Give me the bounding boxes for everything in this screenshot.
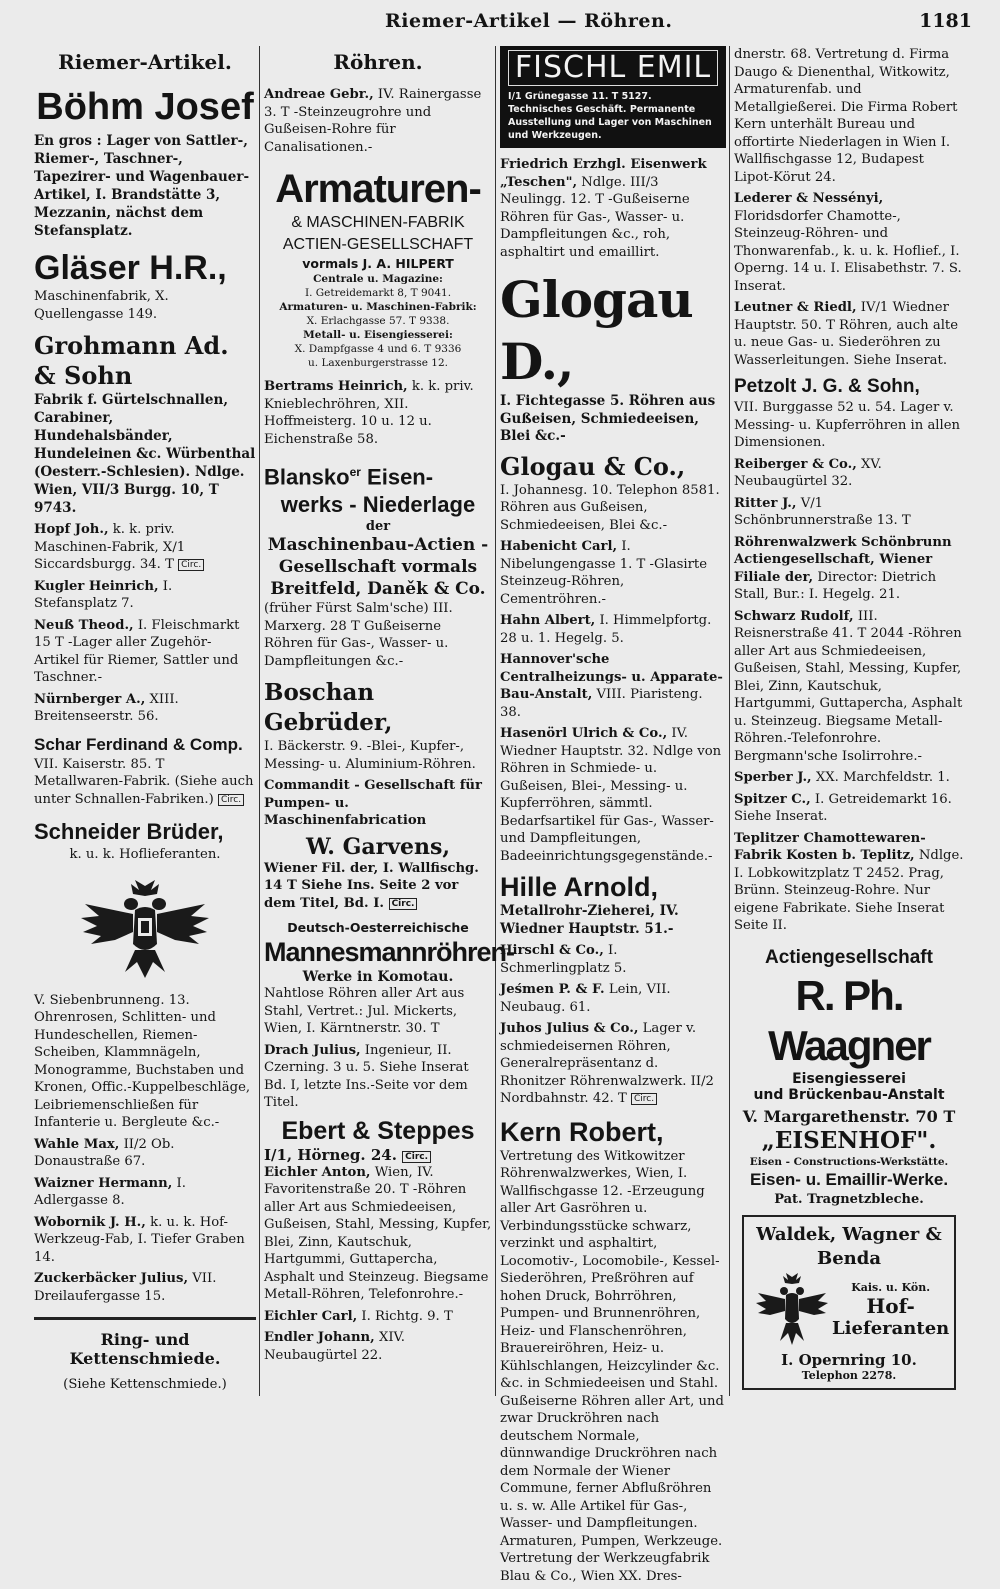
ad-line: Eisengiesserei	[792, 1070, 906, 1087]
advertiser-name: Blansko	[264, 464, 350, 490]
entry-text: I. Nibelungengasse 1. T -Glasirte Steinzeug-Röhren, Cementröhren.-	[500, 539, 708, 607]
ad-line: X. Dampfgasse 4 und 6. T 9336	[294, 343, 462, 355]
advertiser-name: R. Ph. Waagner	[768, 971, 930, 1069]
ad-line: Maschinenbau-Actien - Gesellschaft vormals Breitfeld, Daněk & Co.	[267, 535, 489, 600]
advertiser-name: Gläser H.R.,	[34, 249, 227, 287]
page-number: 1181	[919, 10, 972, 32]
ad-text	[264, 860, 492, 913]
entry-name: Drach Julius,	[264, 1042, 361, 1058]
ad-kern	[500, 1116, 726, 1586]
running-title: Riemer-Artikel — Röhren.	[385, 10, 673, 32]
page-header	[30, 8, 972, 40]
directory-entry	[500, 942, 726, 977]
circ-badge: Circ.	[389, 898, 418, 910]
entry-name: Neuß Theod.,	[34, 617, 134, 633]
ad-glaeser	[34, 248, 256, 323]
ad-line: Telephon 2278.	[801, 1368, 897, 1382]
entry-name: Teplitzer Chamottewaren-Fabrik Kosten b. Teplitz,	[734, 830, 926, 863]
ad-line: I. Getreidemarkt 8, T 9041.	[304, 287, 452, 299]
directory-entry	[734, 190, 964, 295]
circ-badge: Circ.	[218, 794, 244, 806]
directory-entry	[500, 981, 726, 1016]
ad-waagner	[734, 945, 964, 1207]
circ-badge: Circ.	[631, 1093, 657, 1105]
entry-name: Eichler Carl,	[264, 1308, 358, 1324]
directory-entry	[264, 1308, 492, 1326]
entry-text: k. k. priv. Knieblechröhren, XII. Hoffmeisterg. 10 u. 12 u. Eichenstraße 58.	[264, 379, 474, 447]
ad-hille	[500, 871, 726, 938]
ad-waldek	[742, 1215, 956, 1390]
directory-entry	[264, 378, 492, 448]
entry-name: Kugler Heinrich,	[34, 578, 159, 594]
entry-name: Röhrenwalzwerk Schönbrunn Actiengesellschaft, Wiener Filiale der,	[734, 534, 952, 585]
entry-name: Hirschl & Co.,	[500, 943, 604, 958]
entry-text: IV. Rainergasse 3. T -Steinzeugrohre und Gußeisen-Rohre für Canalisationen.-	[264, 87, 482, 155]
entry-text: Ingenieur, II. Czerning. 3 u. 5. Siehe Inserat Bd. I, letzte Ins.-Seite vor dem Titel.	[264, 1042, 469, 1111]
ad-line: Lieferanten	[832, 1318, 950, 1339]
directory-entry	[264, 86, 492, 156]
directory-entry	[734, 608, 964, 766]
section-heading: Ring- und Kettenschmiede.	[69, 1330, 221, 1368]
circ-badge: Circ.	[178, 559, 204, 571]
entry-text: Lein, VII. Neubaug. 61.	[500, 982, 671, 1015]
entry-name: Zuckerbäcker Julius,	[34, 1271, 189, 1286]
ad-blansko	[264, 458, 492, 670]
ad-boehm	[34, 86, 256, 240]
directory-entry	[34, 521, 256, 574]
directory-entry	[34, 691, 256, 726]
entry-text: XX. Marchfeldstr. 1.	[815, 770, 950, 785]
ad-line: Werke in Komotau.	[302, 969, 454, 986]
entry-text: I. Adlergasse 8.	[34, 1175, 186, 1208]
directory-entry	[34, 578, 256, 613]
ad-ebert	[264, 1116, 492, 1164]
ad-line: X. Erlachgasse 57. T 9338.	[306, 315, 450, 327]
advertiser-name: Hille Arnold,	[500, 872, 659, 902]
ad-line: der	[365, 519, 391, 535]
entry-name: Spitzer C.,	[734, 791, 811, 807]
advertiser-name: Ebert & Steppes	[281, 1116, 475, 1145]
ad-text: Commandit - Gesellschaft für Pumpen- u. Maschinenfabrication	[264, 778, 482, 829]
ad-text: VII. Burggasse 52 u. 54. Lager v. Messing- u. Kupferröhren in allen Dimensionen.	[734, 400, 961, 450]
entry-text: IV. Wiedner Hauptstr. 32. Ndlge von Röhren in Schmiede- u. Gußeisen, Blei-, Messing- u. Kupferröhren, sämmtl. Bedarfsartikel für Gas-, Wasser- und Dampfleitungen, Badeeinrichtungsgegenstände.-	[500, 726, 722, 864]
advertiser-name: Böhm Josef	[36, 86, 254, 128]
ad-line: Armaturen- u. Maschinen-Fabrik:	[279, 301, 477, 313]
ad-armaturen	[264, 166, 492, 370]
entry-name: Hannover'sche Centralheizungs- u. Apparate-Bau-Anstalt,	[500, 652, 723, 702]
entry-name: Friedrich Erzhgl. Eisenwerk „Teschen",	[500, 157, 707, 190]
directory-entry	[734, 769, 964, 787]
directory-entry	[34, 1270, 256, 1305]
advertiser-name: Waldek, Wagner & Benda	[756, 1223, 942, 1269]
directory-entry	[264, 1329, 492, 1364]
entry-name: Waizner Hermann,	[34, 1175, 173, 1191]
entry-text: Floridsdorfer Chamotte-, Steinzeug-Röhren- und Thonwarenfab., k. u. k. Hoflief., I. Operng. 14 u. I. Elisabethstr. 7. S. Inserat.	[734, 208, 962, 294]
ad-line: Centrale u. Magazine:	[313, 273, 443, 285]
entry-text: I. Getreidemarkt 16. Siehe Inserat.	[734, 791, 952, 824]
advertiser-name: Grohmann Ad. & Sohn	[34, 331, 229, 390]
entry-name: Hasenörl Ulrich & Co.,	[500, 726, 668, 741]
entry-text: IV/1 Wiedner Hauptstr. 50. T Röhren, auch alte u. neue Gas- u. Siederöhren zu Wasserleitungen. Siehe Inserat.	[734, 300, 959, 368]
ad-subtitle: k. u. k. Hoflieferanten.	[69, 847, 221, 862]
section-heading: Riemer-Artikel.	[58, 50, 232, 74]
imperial-eagle-emblem	[752, 1271, 832, 1351]
ad-petzolt	[734, 375, 964, 452]
directory-entry	[500, 538, 726, 608]
entry-text: Lager v. schmiedeisernen Röhren, Generalrepräsentanz d. Rhonitzer Röhrenwalzwerk. II/2 Nordbahnstr. 42. T	[500, 1021, 714, 1106]
directory-entry	[734, 534, 964, 604]
section-divider	[34, 1317, 256, 1320]
ad-text: En gros : Lager von Sattler-, Riemer-, Taschner-, Tapezirer- und Wagenbauer-Artikel, I. Brandstätte 3, Mezzanin, nächst dem Stefansplatz.	[34, 133, 250, 239]
entry-name: Juhos Julius & Co.,	[500, 1021, 639, 1036]
ad-text: Metallrohr-Zieherei, IV. Wiedner Hauptstr. 51.-	[500, 903, 679, 937]
entry-name: Lederer & Nessényi,	[734, 191, 884, 206]
ad-schneider	[34, 818, 256, 1132]
directory-entry	[500, 612, 726, 647]
section-heading: Röhren.	[333, 50, 423, 74]
ad-line: Hof-	[866, 1294, 915, 1318]
ad-grohmann	[34, 331, 256, 517]
entry-text: I. Schmerlingplatz 5.	[500, 943, 627, 976]
directory-entry	[34, 1136, 256, 1171]
entry-text: Wien, IV. Favoritenstraße 20. T -Röhren aller Art aus Schmiedeeisen, Gußeisen, Stahl, Messing, Kupfer, Blei, Zinn, Kautschuk, Hartgummi, Guttapercha, Asphalt und Steinzeug. Biegsame Metall-Röhren, Telefonrohre.-	[264, 1164, 492, 1303]
directory-entry	[500, 156, 726, 261]
advertiser-name: Schar Ferdinand & Comp.	[34, 734, 243, 754]
entry-name: Leutner & Riedl,	[734, 300, 857, 315]
entry-text: Ndlge. III/3 Neulingg. 12. T -Gußeiserne Röhren für Gas-, Wasser- u. Dampfleitungen &c., roh, asphaltirt und emaillirt.	[500, 174, 690, 260]
entry-name: Ritter J.,	[734, 495, 797, 511]
advertiser-name: Mannesmannröhren-	[264, 937, 515, 968]
ad-line: „EISENHOF".	[761, 1126, 937, 1154]
entry-text: I. Himmelpfortg. 28 u. 1. Hegelg. 5.	[500, 613, 712, 646]
ad-line: & MASCHINEN-FABRIK	[291, 214, 465, 231]
directory-entry	[264, 1042, 492, 1112]
advertiser-name: Petzolt J. G. & Sohn,	[734, 376, 920, 397]
entry-name: Nürnberger A.,	[34, 691, 146, 707]
ad-text: Nahtlose Röhren aller Art aus Stahl, Vertret.: Jul. Mickerts, Wien, I. Kärntnerstr. 30. T	[264, 986, 465, 1037]
entry-name: Eichler Anton,	[264, 1164, 371, 1180]
entry-text: V/1 Schönbrunnerstraße 13. T	[734, 495, 911, 528]
ad-schar	[34, 734, 256, 809]
column-4	[734, 46, 964, 1390]
entry-name: Hopf Joh.,	[34, 522, 109, 537]
entry-name: Sperber J.,	[734, 770, 812, 785]
ad-text	[34, 756, 256, 809]
entry-text: XV. Neubaugürtel 32.	[734, 456, 882, 489]
ad-mannesmann	[264, 920, 515, 1038]
advertiser-name: Armaturen-	[275, 167, 481, 211]
column-2	[264, 46, 515, 1368]
column-3	[500, 46, 726, 1589]
ad-line: und Brückenbau-Anstalt	[753, 1086, 945, 1103]
entry-text: VIII. Piaristeng. 38.	[500, 687, 703, 720]
entry-name: Wobornik J. H.,	[34, 1214, 146, 1230]
ad-line: ACTIEN-GESELLSCHAFT	[282, 236, 474, 253]
entry-text: I. Fleischmarkt 15 T -Lager aller Zugehör-Artikel für Riemer, Sattler und Taschner.-	[34, 617, 240, 685]
directory-entry	[734, 299, 964, 369]
ad-glogau	[500, 269, 726, 446]
ad-line: Eisen - Constructions-Werkstätte.	[749, 1155, 949, 1168]
ad-line: Metall- u. Eisengiesserei:	[303, 329, 453, 341]
circ-badge: Circ.	[402, 1151, 431, 1163]
directory-entry	[264, 1164, 492, 1304]
cross-reference: (Siehe Kettenschmiede.)	[63, 1377, 227, 1392]
column-rule	[729, 46, 730, 1396]
ad-text: I. Bäckerstr. 9. -Blei-, Kupfer-, Messing- u. Aluminium-Röhren.	[264, 739, 476, 772]
ad-text: I/1 Grünegasse 11. T 5127. Technisches Geschäft. Permanente Ausstellung und Lager von Maschinen und Werkzeugen.	[508, 91, 712, 141]
tel-mark: T	[165, 557, 174, 572]
entry-name: Habenicht Carl,	[500, 539, 618, 554]
directory-entry	[500, 651, 726, 721]
directory-entry	[734, 495, 964, 530]
column-rule	[495, 46, 496, 1396]
directory-entry	[34, 1175, 256, 1210]
directory-entry	[734, 791, 964, 826]
advertiser-name: Eisen-	[360, 464, 434, 490]
ad-text: (früher Fürst Salm'sche) III. Marxerg. 28 T Gußeiserne Röhren für Gas-, Wasser- u. Dampfleitungen &c.-	[264, 601, 453, 669]
entry-name: Jeśmen P. & F.	[500, 982, 605, 997]
ad-text: Fabrik f. Gürtelschnallen, Carabiner, Hundehalsbänder, Hundeleinen &c. Würbenthal (Oesterr.-Schlesien). Ndlge. Wien, VII/3 Burgg. 10, T 9743.	[34, 392, 256, 516]
ad-fischl	[500, 46, 726, 148]
directory-entry	[500, 1020, 726, 1108]
entry-name: Reiberger & Co.,	[734, 456, 857, 472]
entry-text: Ndlge. I. Lobkowitzplatz T 2452. Prag, Brünn. Steinzeug-Rohre. Nur eigene Fabrikate. Siehe Inserat Seite II.	[734, 848, 964, 933]
directory-entry	[734, 830, 964, 935]
ad-line: V. Margarethenstr. 70 T	[742, 1106, 956, 1126]
ad-boschan	[264, 678, 492, 773]
entry-continuation: dnerstr. 68. Vertretung d. Firma Daugo & Dienenthal, Witkowitz, Armaturenfab. und Metallgießerei. Die Firma Robert Kern unterhält Bureau und offortirte Niederlagen in Wien I. Wallfischgasse 12, Budapest Lipot-Körut 24.	[734, 47, 958, 185]
ad-address: I/1, Hörneg. 24.	[264, 1145, 397, 1164]
entry-text: k. u. k. Hof-Werkzeug-Fab, I. Tiefer Graben 14.	[34, 1214, 245, 1265]
directory-entry	[500, 725, 726, 865]
advertiser-name: W. Garvens,	[305, 833, 451, 860]
ad-line: Pat. Tragnetzbleche.	[774, 1191, 924, 1207]
entry-name: Andreae Gebr.,	[264, 87, 374, 102]
entry-name: Wahle Max,	[34, 1136, 120, 1152]
ad-line: werks - Niederlage	[280, 492, 476, 518]
advertiser-name: Boschan Gebrüder,	[264, 679, 393, 737]
advertiser-name: FISCHL EMIL	[508, 50, 718, 86]
ad-line: Kais. u. Kön.	[851, 1281, 931, 1294]
ad-garvens	[264, 777, 492, 912]
entry-text: k. k. priv. Maschinen-Fabrik, X/1 Siccardsburgg. 34.	[34, 522, 186, 572]
ad-text: I. Johannesg. 10. Telephon 8581. Röhren aus Gußeisen, Schmiedeeisen, Blei &c.-	[500, 482, 720, 533]
entry-text: I. Richtg. 9. T	[361, 1308, 453, 1324]
ad-line: u. Laxenburgerstrasse 12.	[308, 357, 448, 369]
entry-text: I. Stefansplatz 7.	[34, 578, 173, 611]
superscript: er	[349, 465, 361, 479]
entry-name: Schwarz Rudolf,	[734, 608, 854, 624]
ad-address: Wiener Fil. der, I. Wallfischg. 14 T Siehe Ins. Seite 2 vor dem Titel, Bd. I.	[264, 860, 479, 911]
ad-text: Maschinenfabrik, X. Quellengasse 149.	[34, 289, 169, 322]
ad-glogau-co	[500, 452, 726, 535]
entry-name: Endler Johann,	[264, 1330, 375, 1346]
directory-entry	[34, 1214, 256, 1267]
entry-text: III. Reisnerstraße 41. T 2044 -Röhren aller Art aus Schmiedeeisen, Gußeisen, Stahl, Messing, Kupfer, Blei, Zinn, Kautschuk, Hartgummi, Guttapercha, Asphalt u. Steinzeug. Biegsame Metall-Röhren.-Telefonrohre. Bergmann'sche Isolirrohre.-	[734, 608, 963, 764]
column-1	[34, 46, 256, 1398]
column-rule	[259, 46, 260, 1396]
directory-entry	[34, 617, 256, 687]
entry-text: Director: Dietrich Stall, Bur.: I. Hegelg. 21.	[734, 569, 937, 602]
ad-text-body: VII. Kaiserstr. 85. T Metallwaren-Fabrik. (Siehe auch unter Schnallen-Fabriken.)	[34, 756, 254, 807]
advertiser-name: Glogau D.,	[500, 270, 693, 391]
entry-name: Hahn Albert,	[500, 613, 596, 628]
ad-line: Eisen- u. Emaillir-Werke.	[749, 1169, 949, 1189]
ad-line: Deutsch-Oesterreichische	[287, 920, 469, 936]
entry-text: XIV. Neubaugürtel 22.	[264, 1330, 405, 1363]
ad-text: I. Fichtegasse 5. Röhren aus Gußeisen, Schmiedeeisen, Blei &c.-	[500, 393, 716, 444]
entry-text: XIII. Breitenseerstr. 56.	[34, 691, 179, 724]
ad-text: Vertretung des Witkowitzer Röhrenwalzwerkes, Wien, I. Wallfischgasse 12. -Erzeugung aller Art Gasröhren u. Verbindungsstücke schwarz, verzinkt und asphaltirt, Locomotiv-, Locomobile-, Kessel-Siederöhren, Preßröhren auf hohen Druck, Bohrröhren, Pumpen- und Brunnenröhren, Heiz- und Flanschenröhren, Brauereiröhren, Heiz- u. Kühlschlangen, Heizcylinder &c. &c. in Schmiedeeisen und Stahl. Gußeiserne Röhren aller Art, und zwar Druckröhren nach deutschem Normale, dünnwandige Druckröhren nach dem Normale der Wiener Commune, ferner Abflußröhren u. s. w. Alle Artikel für Gas-, Wasser- und Dampfleitungen. Armaturen, Pumpen, Werkzeuge. Vertretung der Werkzeugfabrik Blau & Co., Wien XX. Dres-	[500, 1148, 724, 1584]
advertiser-name: Schneider Brüder,	[34, 819, 224, 844]
ad-line: Actiengesellschaft	[765, 946, 933, 968]
ad-text: V. Siebenbrunneng. 13. Ohrenrosen, Schlitten- und Hundeschellen, Riemen-Scheiben, Klammnägeln, Monogramme, Buchstaben und Kronen, Offic.-Kuppelbeschläge, Leibriemenschließen für Infanterie u. Bergleute &c.-	[34, 992, 251, 1130]
advertiser-name: Glogau & Co.,	[500, 451, 686, 481]
advertiser-name: Kern Robert,	[500, 1116, 664, 1147]
ad-line: vormals J. A. HILPERT	[302, 256, 454, 271]
entry-text: VII. Dreilaufergasse 15.	[34, 1271, 217, 1304]
ad-line: I. Opernring 10.	[781, 1350, 917, 1369]
directory-entry	[734, 456, 964, 491]
entry-text: II/2 Ob. Donaustraße 67.	[34, 1136, 175, 1169]
double-eagle-emblem	[75, 874, 215, 984]
entry-name: Bertrams Heinrich,	[264, 379, 408, 394]
